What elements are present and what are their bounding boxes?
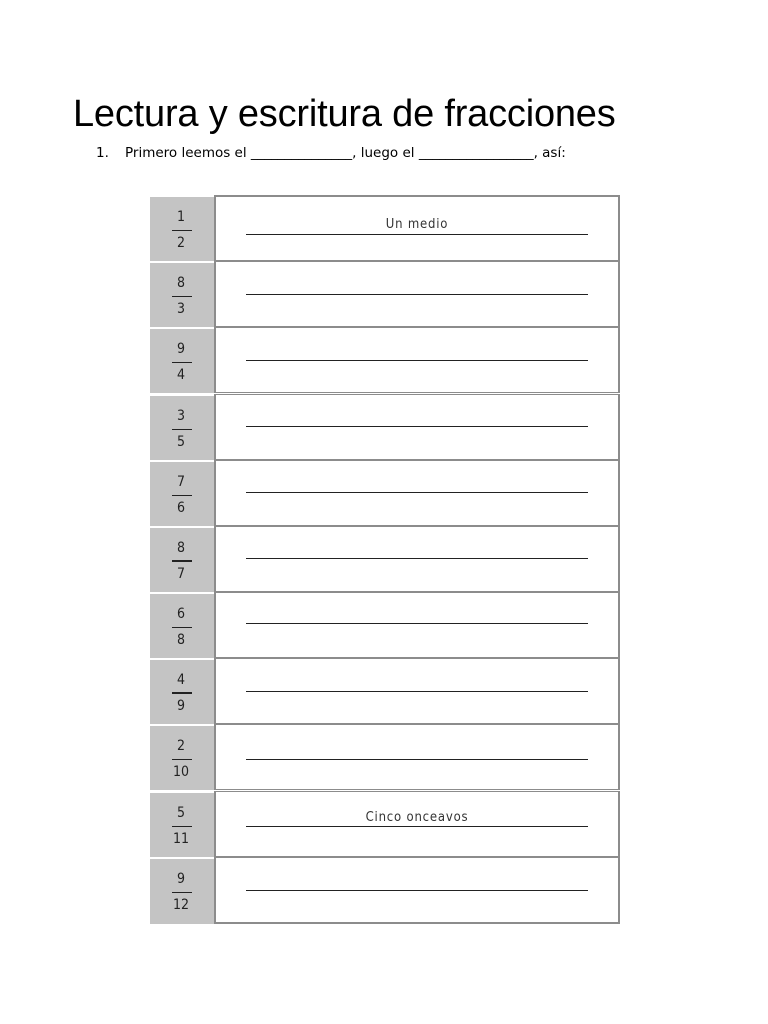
- fraction-bar: [172, 759, 192, 760]
- fraction-denominator: 11: [172, 831, 190, 847]
- fraction-bar: [172, 692, 192, 694]
- fraction-denominator: 12: [172, 897, 190, 913]
- answer-cell[interactable]: [214, 460, 620, 526]
- fraction-bar: [172, 892, 192, 893]
- fraction-denominator: 7: [176, 566, 185, 582]
- answer-text: Cinco onceavos: [365, 810, 469, 825]
- answer-cell[interactable]: [214, 592, 620, 658]
- answer-cell[interactable]: [214, 526, 620, 592]
- table-row: [150, 261, 620, 327]
- answer-line: [246, 759, 588, 760]
- table-row: [150, 791, 620, 857]
- fraction-numerator: 9: [176, 341, 185, 357]
- fraction-numerator: 9: [176, 871, 185, 887]
- table-row: [150, 195, 620, 261]
- fraction-cell: [150, 526, 214, 592]
- fraction-numerator: 1: [176, 209, 185, 225]
- answer-line: [246, 234, 588, 235]
- answer-line: [246, 294, 588, 295]
- fraction-numerator: 2: [176, 738, 185, 754]
- answer-line: [246, 691, 588, 692]
- table-row: [150, 394, 620, 460]
- fraction-denominator: 3: [176, 301, 185, 317]
- instruction-text: Primero leemos el _______________, luego el _________________, así:: [125, 145, 566, 161]
- instruction-item: [96, 144, 566, 162]
- page-title: Lectura y escritura de fracciones: [73, 93, 616, 135]
- fraction-cell: [150, 724, 214, 790]
- fraction-bar: [172, 495, 192, 496]
- fraction-bar: [172, 627, 192, 628]
- fraction-cell: [150, 857, 214, 924]
- fractions-table: [150, 195, 620, 924]
- answer-cell[interactable]: [214, 261, 620, 327]
- table-row: [150, 526, 620, 592]
- fraction-cell: [150, 327, 214, 393]
- fraction-denominator: 9: [176, 698, 185, 714]
- fraction-cell: [150, 261, 214, 327]
- answer-cell[interactable]: [214, 857, 620, 924]
- fraction-denominator: 6: [176, 500, 185, 516]
- fraction-bar: [172, 429, 192, 430]
- answer-line: [246, 890, 588, 891]
- fraction-bar: [172, 560, 192, 562]
- answer-text: Un medio: [385, 217, 449, 232]
- table-row: [150, 327, 620, 393]
- fraction-cell: [150, 658, 214, 724]
- fraction-numerator: 8: [176, 275, 185, 291]
- fraction-numerator: 6: [176, 606, 185, 622]
- answer-cell[interactable]: [214, 724, 620, 790]
- fraction-cell: [150, 592, 214, 658]
- fraction-denominator: 4: [176, 367, 185, 383]
- fraction-denominator: 8: [176, 632, 185, 648]
- fraction-bar: [172, 362, 192, 363]
- instruction-number: 1.: [96, 145, 109, 161]
- fraction-denominator: 10: [172, 764, 190, 780]
- answer-line: [246, 826, 588, 827]
- fraction-numerator: 5: [176, 805, 185, 821]
- fraction-numerator: 4: [176, 672, 185, 688]
- fraction-bar: [172, 296, 192, 297]
- fraction-cell: [150, 460, 214, 526]
- answer-cell[interactable]: [214, 327, 620, 393]
- answer-cell[interactable]: [214, 195, 620, 261]
- table-row: [150, 724, 620, 790]
- fraction-cell: [150, 791, 214, 857]
- answer-cell[interactable]: [214, 394, 620, 460]
- fraction-numerator: 3: [176, 408, 185, 424]
- answer-line: [246, 360, 588, 361]
- fraction-denominator: 2: [176, 235, 185, 251]
- answer-line: [246, 558, 588, 559]
- fraction-numerator: 8: [176, 540, 185, 556]
- fraction-bar: [172, 826, 192, 827]
- answer-line: [246, 492, 588, 493]
- answer-cell[interactable]: [214, 658, 620, 724]
- table-row: [150, 592, 620, 658]
- fraction-cell: [150, 394, 214, 460]
- answer-line: [246, 623, 588, 624]
- table-row: [150, 460, 620, 526]
- fraction-denominator: 5: [176, 434, 185, 450]
- answer-line: [246, 426, 588, 427]
- table-row: [150, 658, 620, 724]
- fraction-bar: [172, 230, 192, 231]
- fraction-numerator: 7: [176, 474, 185, 490]
- answer-cell[interactable]: [214, 791, 620, 857]
- fraction-cell: [150, 195, 214, 261]
- table-row: [150, 857, 620, 924]
